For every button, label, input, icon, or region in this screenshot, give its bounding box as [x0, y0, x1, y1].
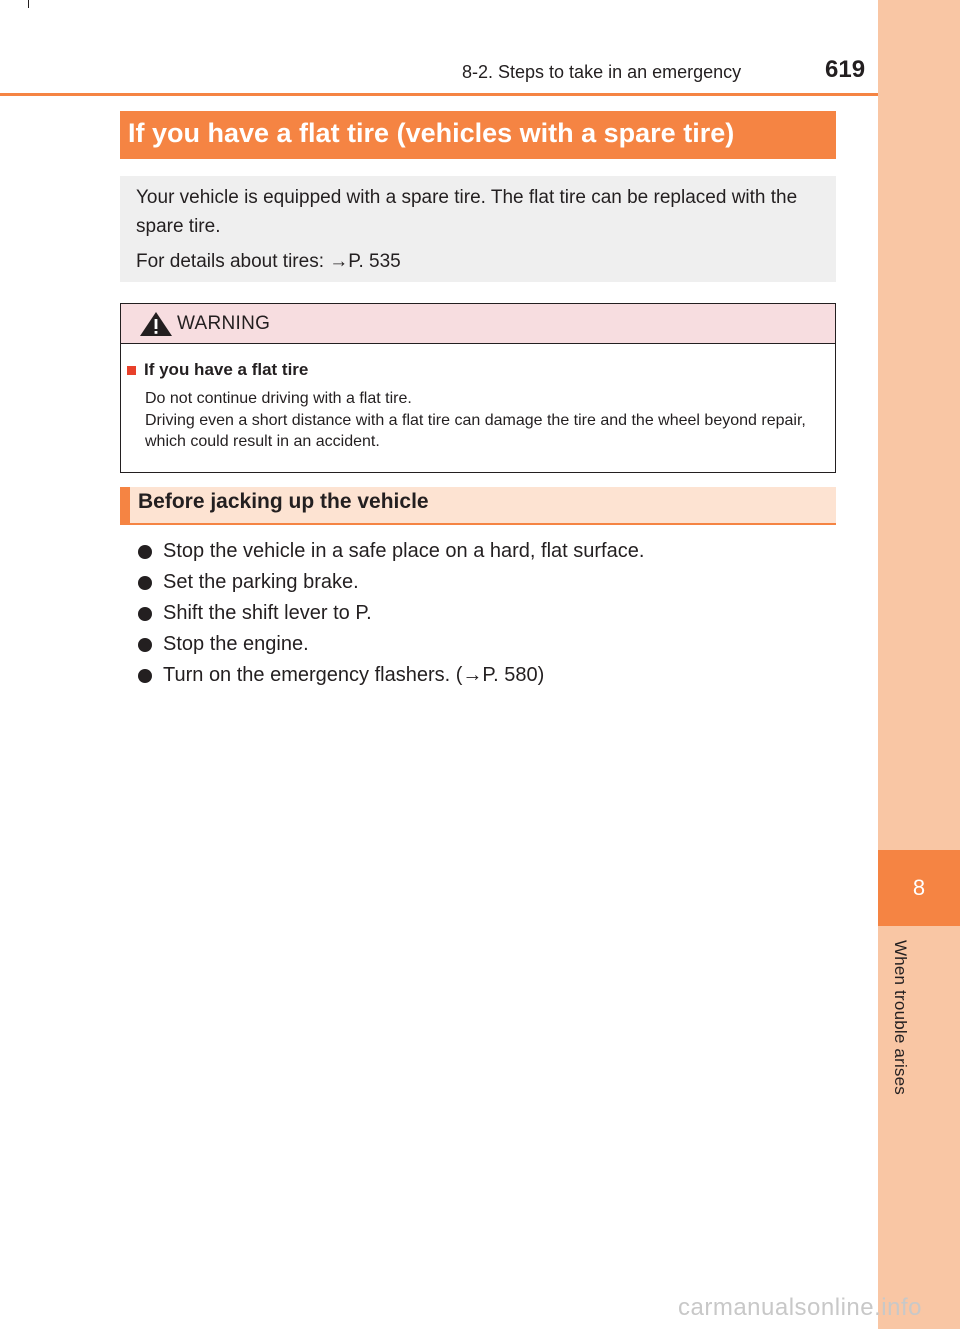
- warning-box: [120, 303, 836, 473]
- chapter-number-tab: [878, 850, 960, 926]
- section-header: 8-2. Steps to take in an emergency: [462, 62, 742, 82]
- list-item-text: Stop the engine.: [163, 633, 309, 655]
- intro-text: Your vehicle is equipped with a spare tire. The flat tire can be replaced with the spare tire.: [136, 187, 798, 237]
- square-bullet-icon: [127, 366, 136, 375]
- step-list: [138, 536, 644, 691]
- list-item: [138, 598, 644, 629]
- section-heading-bar: [120, 487, 130, 523]
- warning-subheading-text: If you have a flat tire: [144, 360, 309, 379]
- section-heading: [120, 487, 836, 525]
- chapter-number: 8: [912, 875, 926, 900]
- warning-body: [121, 344, 835, 453]
- bullet-dot-icon: [138, 545, 152, 559]
- warning-text: [145, 388, 823, 453]
- intro-box: [120, 176, 836, 282]
- bullet-dot-icon: [138, 607, 152, 621]
- warning-triangle-icon: [139, 311, 173, 337]
- list-item-text: Set the parking brake.: [163, 571, 359, 593]
- intro-reference-link[interactable]: For details about tires: →P. 535: [136, 251, 401, 272]
- warning-line: Driving even a short distance with a flat tire can damage the tire and the wheel beyond repair, which could result in an accident.: [145, 411, 806, 450]
- section-title: Before jacking up the vehicle: [138, 490, 429, 513]
- list-item-text: Shift the shift lever to P.: [163, 602, 372, 624]
- warning-line: Do not continue driving with a flat tire.: [145, 390, 412, 407]
- warning-subheading: [127, 360, 823, 380]
- list-item-text: Stop the vehicle in a safe place on a hard, flat surface.: [163, 540, 645, 562]
- list-item: [138, 629, 644, 660]
- bullet-dot-icon: [138, 669, 152, 683]
- header-rule: [0, 93, 878, 96]
- watermark: carmanualsonline.info: [678, 1294, 922, 1321]
- warning-header: [121, 304, 835, 344]
- list-item: [138, 660, 644, 691]
- page-title: If you have a flat tire (vehicles with a spare tire): [120, 111, 836, 159]
- warning-title: WARNING: [177, 312, 271, 334]
- chapter-side-tab: [878, 0, 960, 1329]
- bullet-dot-icon: [138, 638, 152, 652]
- crop-mark-top-left: [28, 0, 29, 8]
- chapter-title: When trouble arises: [891, 940, 910, 1095]
- list-item: [138, 536, 644, 567]
- bullet-dot-icon: [138, 576, 152, 590]
- list-item-text-with-reference[interactable]: Turn on the emergency flashers. (→P. 580): [163, 664, 545, 686]
- list-item: [138, 567, 644, 598]
- page-number: 619: [825, 56, 866, 83]
